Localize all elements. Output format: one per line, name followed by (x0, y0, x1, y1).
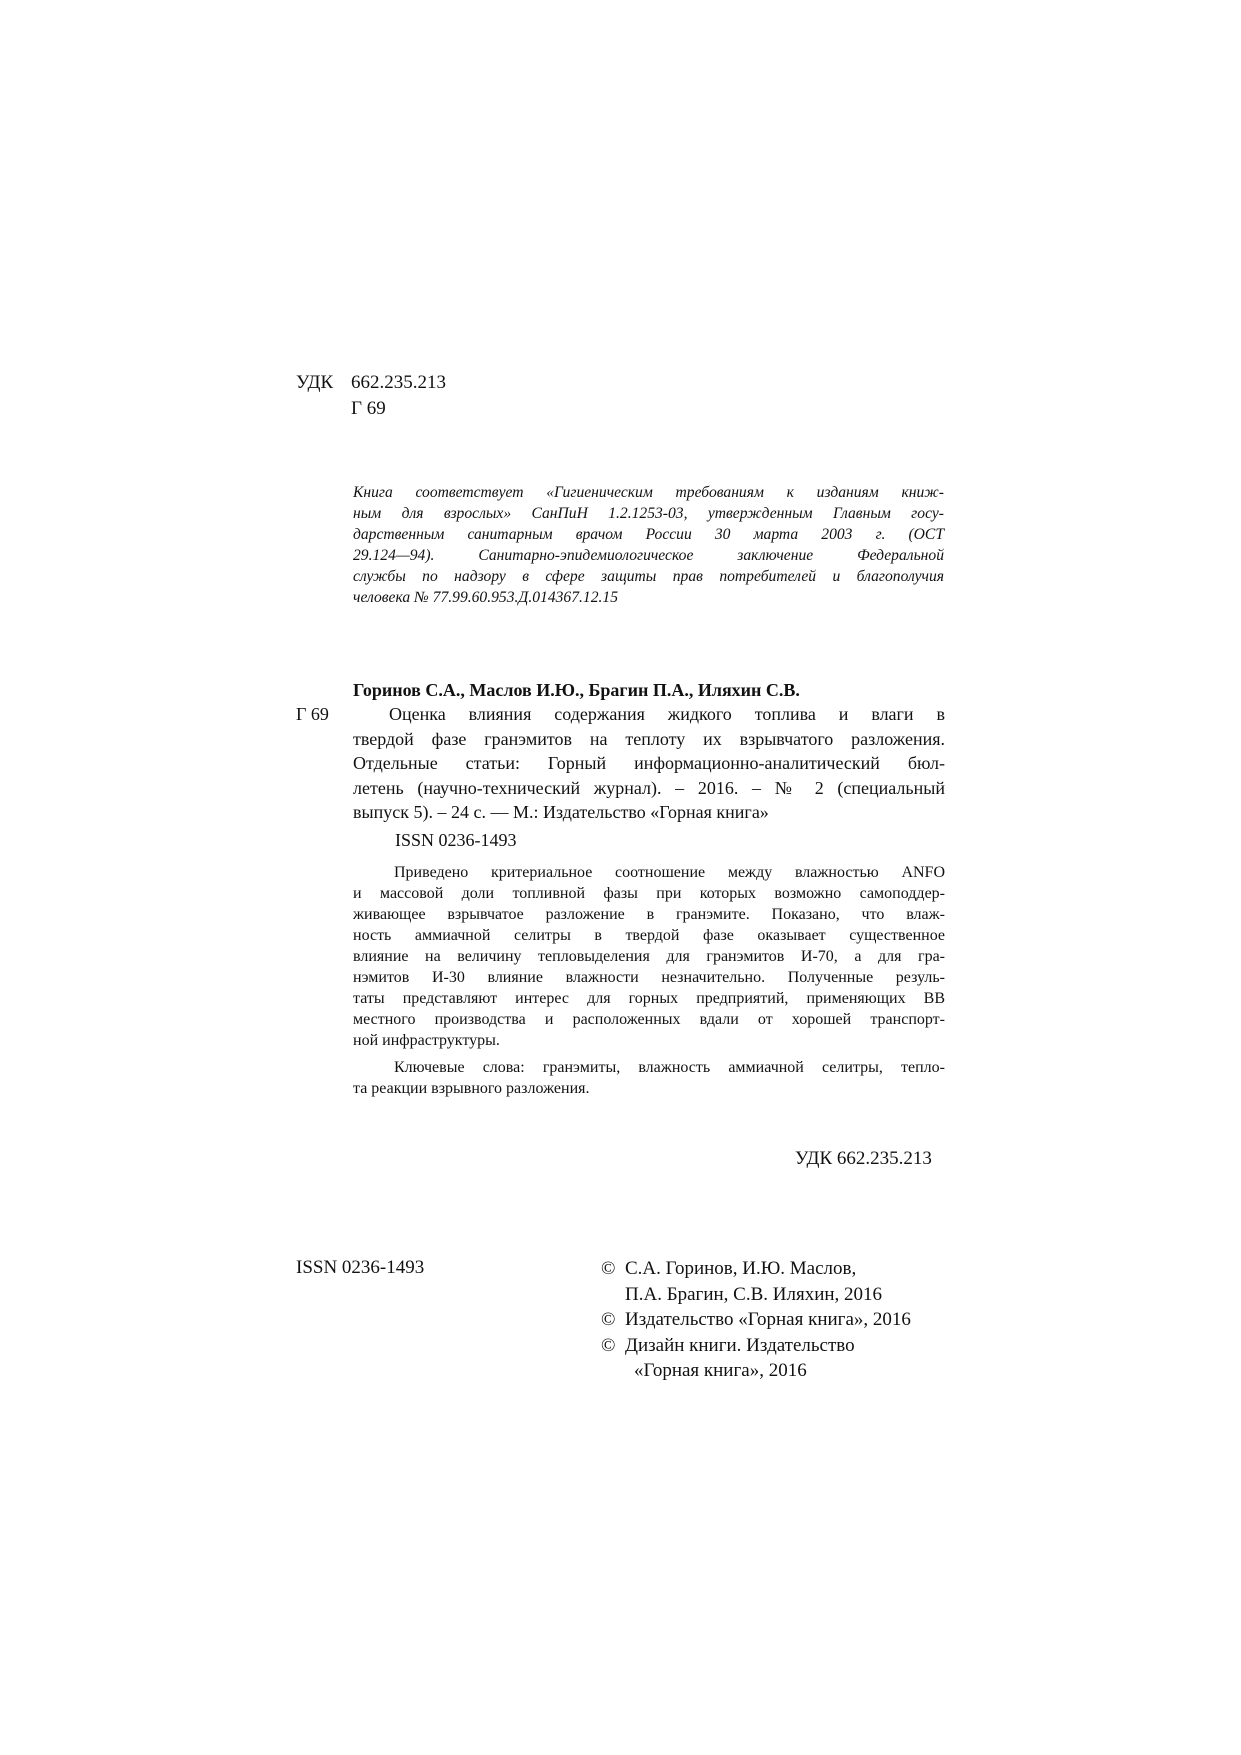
bibliographic-description (353, 702, 945, 825)
abstract-line: местного производства и расположенных вдали от хорошей транспорт- (353, 1011, 945, 1028)
udk-classification-top (296, 370, 446, 422)
hygiene-line: службы по надзору в сфере защиты прав потребителей и благополучия (353, 568, 944, 585)
abstract-line: ность аммиачной селитры в твердой фазе оказывает существенное (353, 927, 945, 944)
copyright-publisher: Издательство «Горная книга», 2016 (625, 1309, 911, 1330)
abstract-line: таты представляют интерес для горных предприятий, применяющих ВВ (353, 990, 945, 1007)
abstract (353, 862, 945, 1099)
copyright-symbol: © (601, 1309, 616, 1330)
title-line: твердой фазе гранэмитов на теплоту их взрывчатого разложения. (353, 728, 945, 749)
hygiene-line: дарственным санитарным врачом России 30 марта 2003 г. (ОСТ (353, 526, 944, 543)
hygiene-line: ным для взрослых» СанПиН 1.2.1253-03, утвержденным Главным госу- (353, 505, 944, 522)
abstract-line: ной инфраструктуры. (353, 1032, 500, 1049)
authors-heading: Горинов С.А., Маслов И.Ю., Брагин П.А., Иляхин С.В. (353, 680, 800, 700)
keywords-line: Ключевые слова: гранэмиты, влажность аммиачной селитры, тепло- (394, 1059, 945, 1076)
issn-inline: ISSN 0236-1493 (395, 830, 517, 850)
copyright-authors: С.А. Горинов, И.Ю. Маслов, (625, 1258, 857, 1279)
copyright-design: Дизайн книги. Издательство (625, 1334, 855, 1356)
issn-bottom: ISSN 0236-1493 (296, 1257, 425, 1278)
abstract-line: влияние на величину тепловыделения для гранэмитов И-70, а для гра- (353, 948, 945, 965)
copyright-symbol: © (601, 1334, 616, 1356)
abstract-line: и массовой доли топливной фазы при которых возможно самоподдер- (353, 885, 945, 902)
title-line: выпуск 5). – 24 с. — М.: Издательство «Горная книга» (353, 802, 769, 822)
abstract-line: нэмитов И-30 влияние влажности незначительно. Полученные резуль- (353, 969, 945, 986)
author-mark: Г 69 (296, 704, 329, 724)
copyright-design-cont: «Горная книга», 2016 (634, 1360, 807, 1381)
abstract-line: Приведено критериальное соотношение между влажностью ANFO (394, 864, 945, 881)
title-line: Оценка влияния содержания жидкого топлива и влаги в (389, 704, 945, 724)
bbk-code: Г 69 (351, 398, 386, 419)
title-line: летень (научно-технический журнал). – 2016. – № 2 (специальный (353, 777, 945, 798)
title-line: Отдельные статьи: Горный информационно-аналитический бюл- (353, 753, 945, 773)
copyright-block (601, 1256, 911, 1384)
copyright-authors-cont: П.А. Брагин, С.В. Иляхин, 2016 (625, 1283, 883, 1305)
hygiene-line: человека № 77.99.60.953.Д.014367.12.15 (353, 589, 619, 606)
udk-label: УДК (296, 372, 334, 393)
copyright-symbol: © (601, 1258, 616, 1279)
keywords-line: та реакции взрывного разложения. (353, 1080, 590, 1097)
abstract-line: живающее взрывчатое разложение в гранэмите. Показано, что влаж- (353, 906, 945, 923)
hygiene-compliance-note (353, 482, 944, 608)
hygiene-line: 29.124—94). Санитарно-эпидемиологическое заключение Федеральной (353, 547, 944, 564)
hygiene-line: Книга соответствует «Гигиеническим требованиям к изданиям книж- (353, 484, 944, 501)
udk-classification-right: УДК 662.235.213 (795, 1148, 932, 1169)
udk-code: 662.235.213 (351, 372, 446, 393)
